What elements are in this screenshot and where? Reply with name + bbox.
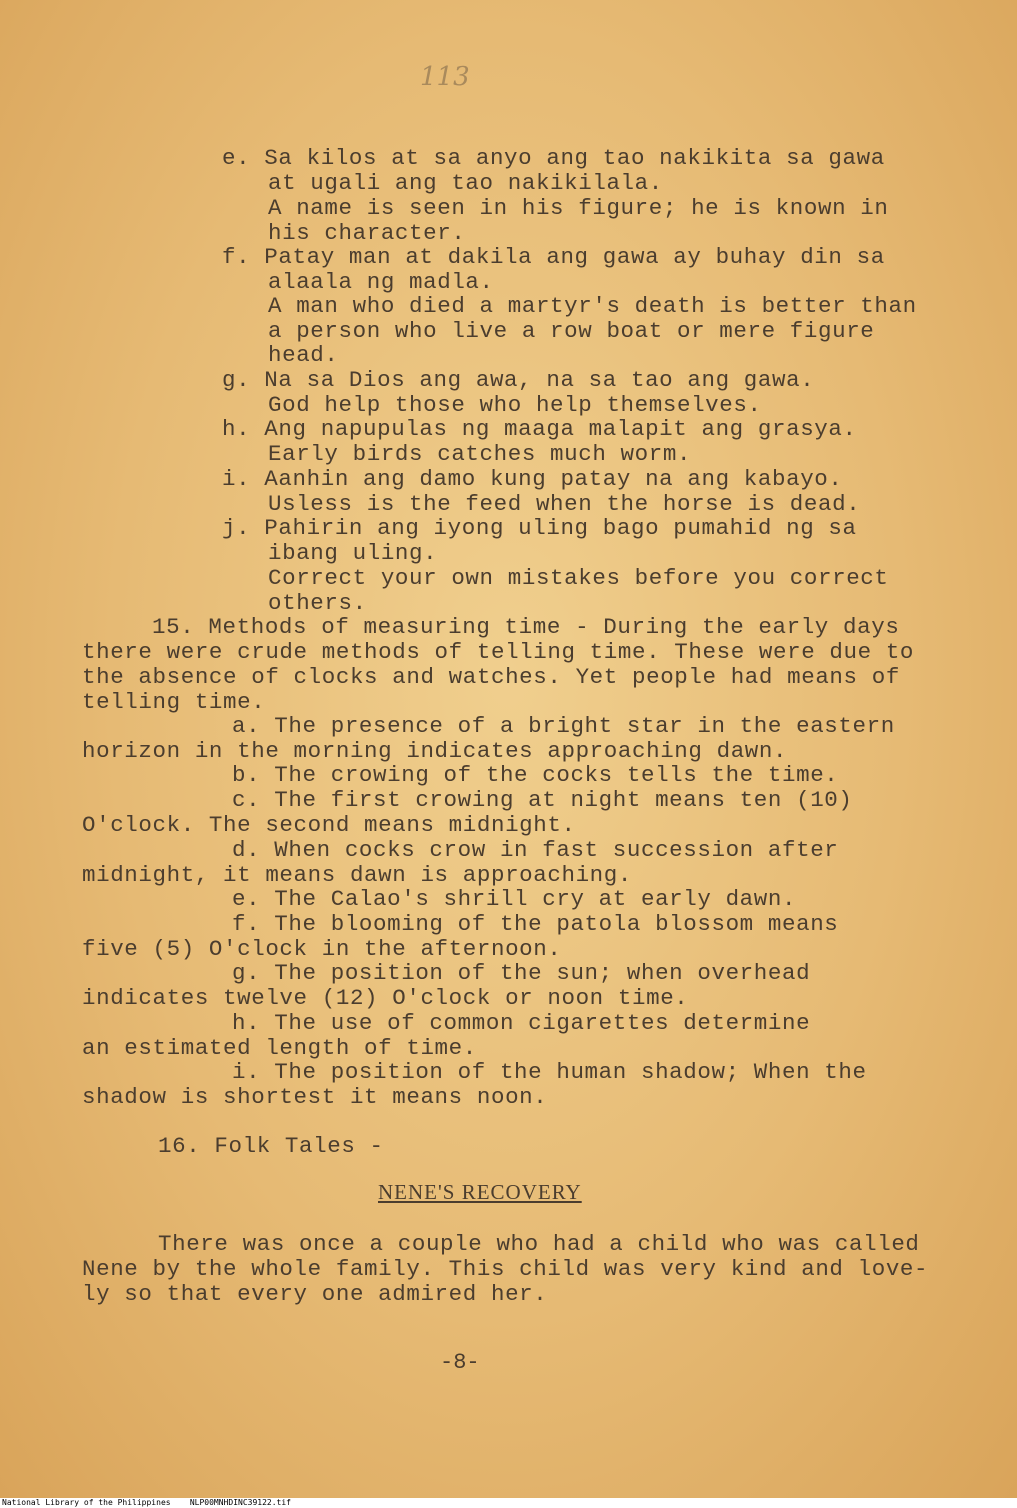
text-line: telling time. [82,689,266,715]
text-line: the absence of clocks and watches. Yet people had means of [82,664,900,690]
text-line: b. The crowing of the cocks tells the time. [232,762,839,788]
text-line: g. The position of the sun; when overhead [232,960,811,986]
text-line: i. The position of the human shadow; When the [232,1059,867,1085]
text-line: ly so that every one admired her. [82,1281,548,1307]
text-line: God help those who help themselves. [268,392,762,418]
text-line: i. Aanhin ang damo kung patay na ang kabayo. [222,466,843,492]
text-line: Correct your own mistakes before you correct [268,565,889,591]
story-title: NENE'S RECOVERY [378,1180,582,1204]
text-line: an estimated length of time. [82,1035,477,1061]
text-line: midnight, it means dawn is approaching. [82,862,632,888]
text-line: j. Pahirin ang iyong uling bago pumahid ng sa [222,515,857,541]
text-line: there were crude methods of telling time. These were due to [82,639,915,665]
text-line: e. The Calao's shrill cry at early dawn. [232,886,797,912]
text-line: d. When cocks crow in fast succession after [232,837,839,863]
text-line: f. The blooming of the patola blossom means [232,911,839,937]
text-line: h. Ang napupulas ng maaga malapit ang grasya. [222,416,857,442]
section-heading: 15. Methods of measuring time - During the early days [152,614,900,640]
text-line: a. The presence of a bright star in the eastern [232,713,895,739]
text-line: a person who live a row boat or mere figure [268,318,875,344]
text-line: e. Sa kilos at sa anyo ang tao nakikita sa gawa [222,145,885,171]
text-line: indicates twelve (12) O'clock or noon time. [82,985,689,1011]
text-line: shadow is shortest it means noon. [82,1084,548,1110]
section-heading: 16. Folk Tales - [158,1133,384,1159]
file-label: NLP00MNHDINC39122.tif [189,1498,291,1507]
text-line: c. The first crowing at night means ten (10) [232,787,853,813]
text-line: h. The use of common cigarettes determine [232,1010,811,1036]
footer-page-number: -8- [440,1350,480,1375]
text-line: g. Na sa Dios ang awa, na sa tao ang gawa. [222,367,815,393]
text-line: five (5) O'clock in the afternoon. [82,936,562,962]
text-line: at ugali ang tao nakikilala. [268,170,663,196]
archive-caption [2,1498,291,1508]
text-line: horizon in the morning indicates approaching dawn. [82,738,788,764]
text-line: Early birds catches much worm. [268,441,692,467]
text-line: ibang uling. [268,540,438,566]
text-line: There was once a couple who had a child who was called [158,1231,920,1257]
text-line: A man who died a martyr's death is better than [268,293,917,319]
text-line: O'clock. The second means midnight. [82,812,576,838]
text-line: alaala ng madla. [268,269,494,295]
text-line: Nene by the whole family. This child was very kind and love- [82,1256,929,1282]
text-line: A name is seen in his figure; he is known in [268,195,889,221]
text-line: others. [268,590,367,616]
text-line: f. Patay man at dakila ang gawa ay buhay din sa [222,244,885,270]
text-line: Usless is the feed when the horse is dead. [268,491,861,517]
page-number: 113 [420,62,470,92]
text-line: head. [268,342,339,368]
text-line: his character. [268,220,466,246]
archive-label: National Library of the Philippines [2,1498,171,1507]
